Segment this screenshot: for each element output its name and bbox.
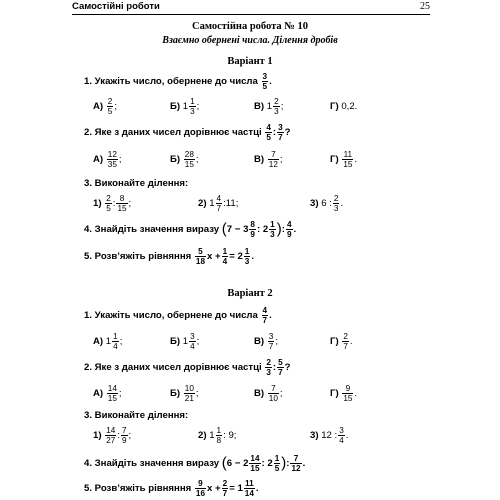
fraction	[222, 479, 229, 498]
fraction-denominator: 15	[117, 204, 127, 213]
fraction-numerator: 2	[222, 479, 228, 488]
fraction-numerator: 9	[342, 384, 353, 394]
text-part: 6 − 2	[226, 458, 249, 470]
fraction	[273, 97, 280, 116]
fraction	[274, 454, 281, 473]
fraction-numerator: 2	[106, 194, 111, 203]
fraction	[342, 332, 349, 351]
fraction	[105, 426, 116, 445]
fraction-numerator: 5	[195, 247, 206, 257]
fraction	[265, 123, 272, 142]
fraction	[249, 454, 260, 473]
text-part: .	[251, 251, 255, 263]
v1-q2-option-a	[93, 150, 122, 169]
text-part: 1	[105, 336, 112, 348]
v1-q3-item-2	[198, 194, 238, 213]
fraction-numerator: 3	[262, 72, 268, 81]
v2-q1-option-a	[93, 332, 122, 351]
text-part: ;	[195, 388, 199, 400]
text-part: (	[221, 454, 227, 472]
text-part: 2)	[198, 198, 207, 210]
text-part: Б)	[170, 101, 181, 113]
text-part: .	[345, 430, 349, 442]
text-part: ;	[196, 101, 200, 113]
text-part: :11;	[223, 198, 239, 210]
fraction	[116, 194, 127, 213]
v2-q3-item-3	[310, 426, 348, 445]
v2-question-3: 3. Виконайте ділення:	[84, 410, 189, 421]
fraction-numerator: 12	[107, 150, 117, 159]
fraction	[216, 426, 223, 445]
text-part: ;	[280, 101, 284, 113]
v2-q3-item-1	[93, 426, 131, 445]
text-part: А)	[93, 336, 104, 348]
fraction-denominator: 4	[190, 342, 195, 351]
fraction	[222, 247, 229, 266]
fraction-denominator: 35	[107, 160, 117, 169]
v1-q1-option-a	[93, 97, 117, 116]
text-part: .	[354, 154, 358, 166]
text-part: ;	[275, 336, 279, 348]
fraction	[195, 479, 206, 498]
work-title: Самостійна робота № 10	[192, 21, 308, 32]
fraction-denominator: 8	[216, 436, 222, 445]
text-part: ;	[128, 198, 132, 210]
fraction-numerator: 5	[278, 358, 283, 367]
text-part: : 2	[261, 458, 273, 470]
fraction-denominator: 7	[222, 489, 228, 498]
v2-question-5	[84, 479, 259, 498]
v1-question-5	[84, 247, 254, 266]
fraction	[244, 479, 255, 498]
text-part: 1	[266, 101, 273, 113]
fraction-numerator: 4	[266, 123, 271, 132]
text-part: Г)	[330, 388, 339, 400]
fraction-denominator: 16	[195, 489, 206, 498]
fraction-numerator: 14	[106, 426, 116, 435]
fraction-denominator: 9	[286, 230, 292, 239]
fraction-numerator: 4	[216, 194, 222, 203]
fraction-numerator: 1	[216, 426, 222, 435]
fraction-numerator: 1	[274, 454, 280, 463]
v2-q2-option-b	[170, 384, 199, 403]
fraction-denominator: 3	[244, 257, 250, 266]
fraction	[195, 247, 206, 266]
fraction	[290, 454, 301, 473]
text-part: 2. Яке з даних чисел дорівнює частці	[84, 362, 262, 374]
fraction	[107, 150, 118, 169]
text-part: 5. Розв’яжіть рівняння	[84, 251, 192, 263]
fraction	[189, 97, 196, 116]
fraction	[189, 332, 196, 351]
fraction	[112, 332, 119, 351]
fraction-denominator: 4	[113, 342, 118, 351]
fraction	[268, 384, 279, 403]
text-part: В)	[254, 154, 265, 166]
fraction	[342, 384, 353, 403]
fraction	[121, 426, 128, 445]
text-part: ;	[128, 430, 132, 442]
fraction	[262, 306, 269, 325]
text-part: 4. Знайдіть значення виразу	[84, 224, 220, 236]
text-part: А)	[93, 101, 104, 113]
text-part: (	[221, 220, 227, 238]
text-part: .	[255, 483, 259, 495]
fraction-denominator: 9	[250, 230, 255, 239]
fraction	[277, 123, 284, 142]
fraction-numerator: 7	[268, 384, 279, 394]
fraction	[342, 150, 353, 169]
text-part: ?	[284, 362, 291, 374]
fraction-numerator: 8	[116, 194, 127, 204]
v2-q2-option-g	[330, 384, 357, 403]
fraction-denominator: 15	[250, 464, 260, 473]
fraction-denominator: 5	[107, 107, 113, 116]
fraction	[249, 220, 256, 239]
text-part: 7 − 3	[226, 224, 249, 236]
v2-question-4	[84, 454, 305, 473]
text-part: ;	[279, 154, 283, 166]
fraction-denominator: 3	[270, 230, 275, 239]
fraction-numerator: 11	[343, 150, 353, 159]
text-part: В)	[254, 101, 265, 113]
v1-q1-option-g	[330, 101, 357, 112]
text-part: ;	[279, 388, 283, 400]
text-part: ;	[118, 154, 122, 166]
fraction	[265, 358, 272, 377]
text-part: 0,2.	[341, 101, 358, 112]
text-part: 5. Розв’яжіть рівняння	[84, 483, 192, 495]
v2-q1-option-b	[170, 332, 199, 351]
fraction-denominator: 7	[268, 342, 274, 351]
fraction-numerator: 2	[333, 194, 339, 203]
v2-q2-option-c	[254, 384, 283, 403]
fraction-denominator: 4	[222, 257, 228, 266]
text-part: )	[281, 454, 287, 472]
fraction-numerator: 3	[278, 123, 283, 132]
fraction-denominator: 15	[184, 160, 194, 169]
fraction-numerator: 1	[113, 332, 118, 341]
v1-q2-option-b	[170, 150, 199, 169]
v1-q3-item-3	[310, 194, 343, 213]
fraction-denominator: 7	[216, 204, 222, 213]
fraction	[286, 220, 293, 239]
fraction-denominator: 4	[339, 436, 344, 445]
fraction	[262, 72, 269, 91]
text-part: 6 :	[321, 198, 332, 210]
fraction-numerator: 1	[270, 220, 275, 229]
fraction-numerator: 2	[343, 332, 348, 341]
variant-2-label: Варіант 2	[227, 288, 273, 299]
text-part: .	[269, 310, 272, 322]
text-part: : 9;	[223, 430, 237, 442]
page-number: 25	[420, 1, 430, 12]
fraction-numerator: 9	[195, 479, 206, 489]
section-title: Самостійні роботи	[72, 1, 160, 12]
fraction-denominator: 12	[291, 464, 301, 473]
fraction	[268, 150, 279, 169]
text-part: :	[286, 458, 290, 470]
text-part: ?	[284, 127, 291, 139]
fraction-denominator: 15	[107, 394, 117, 403]
text-part: :	[112, 198, 116, 210]
text-part: Г)	[330, 336, 339, 348]
text-part: В)	[254, 336, 265, 348]
text-part: 2. Яке з даних чисел дорівнює частці	[84, 127, 262, 139]
text-part: 1	[182, 336, 189, 348]
text-part: .	[293, 224, 297, 236]
fraction-denominator: 21	[184, 394, 194, 403]
text-part: 1)	[93, 198, 102, 210]
text-part: ;	[196, 336, 200, 348]
text-part: : 2	[256, 224, 269, 236]
text-part: ;	[118, 388, 122, 400]
v1-question-2	[84, 123, 291, 142]
fraction-numerator: 2	[107, 97, 113, 106]
fraction-numerator: 2	[274, 97, 279, 106]
text-part: 1	[209, 430, 215, 442]
text-part: 1. Укажіть число, обернене до числа	[84, 310, 258, 322]
text-part: = 1	[229, 483, 243, 495]
fraction	[277, 358, 284, 377]
text-part: .	[349, 336, 353, 348]
fraction-numerator: 4	[262, 306, 268, 315]
fraction-denominator: 3	[333, 204, 339, 213]
fraction-denominator: 12	[268, 160, 278, 169]
text-part: 4. Знайдіть значення виразу	[84, 458, 220, 470]
fraction-denominator: 5	[106, 204, 111, 213]
v2-q1-option-c	[254, 332, 278, 351]
text-part: :	[272, 362, 277, 374]
fraction	[333, 194, 340, 213]
fraction-numerator: 28	[184, 150, 194, 159]
text-part: А)	[93, 154, 104, 166]
text-part: x +	[207, 251, 221, 263]
text-part: .	[269, 76, 272, 88]
text-part: ;	[119, 336, 123, 348]
fraction	[269, 220, 276, 239]
fraction-numerator: 1	[190, 97, 195, 106]
v1-q1-option-b	[170, 97, 199, 116]
fraction	[105, 194, 112, 213]
v1-question-3: 3. Виконайте ділення:	[84, 178, 189, 189]
v1-q3-item-1	[93, 194, 131, 213]
fraction	[338, 426, 345, 445]
v2-question-1	[84, 306, 272, 325]
fraction-denominator: 3	[274, 107, 279, 116]
v2-q1-option-g	[330, 332, 353, 351]
fraction-numerator: 14	[107, 384, 117, 393]
text-part: )	[276, 220, 282, 238]
fraction-denominator: 7	[278, 368, 283, 377]
text-part: ;	[195, 154, 199, 166]
fraction-numerator: 3	[268, 332, 274, 341]
text-part: Б)	[170, 388, 181, 400]
fraction	[107, 384, 118, 403]
fraction-denominator: 3	[190, 107, 195, 116]
text-part: 3)	[310, 198, 319, 210]
v2-question-2	[84, 358, 291, 377]
text-part: Б)	[170, 336, 181, 348]
fraction-denominator: 9	[121, 436, 127, 445]
fraction-numerator: 2	[266, 358, 271, 367]
text-part: ;	[114, 101, 118, 113]
text-part: 1. Укажіть число, обернене до числа	[84, 76, 258, 88]
fraction	[244, 247, 251, 266]
v1-q2-option-g	[330, 150, 357, 169]
fraction	[216, 194, 223, 213]
fraction-numerator: 10	[184, 384, 194, 393]
fraction-denominator: 5	[266, 133, 271, 142]
text-part: :	[281, 224, 285, 236]
fraction-denominator: 15	[343, 160, 353, 169]
fraction-denominator: 7	[343, 342, 348, 351]
text-part: 3)	[310, 430, 319, 442]
fraction-denominator: 27	[106, 436, 116, 445]
text-part: 1)	[93, 430, 102, 442]
fraction-numerator: 7	[121, 426, 127, 435]
fraction-numerator: 4	[286, 220, 292, 229]
text-part: .	[302, 458, 306, 470]
fraction-denominator: 5	[274, 464, 280, 473]
text-part: .	[340, 198, 344, 210]
v1-question-4	[84, 220, 296, 239]
fraction	[184, 150, 195, 169]
fraction-denominator: 3	[266, 368, 271, 377]
fraction-denominator: 15	[343, 394, 353, 403]
fraction-numerator: 3	[339, 426, 344, 435]
fraction-denominator: 14	[244, 489, 254, 498]
fraction-denominator: 7	[262, 316, 268, 325]
fraction-denominator: 5	[262, 82, 268, 91]
text-part: = 2	[229, 251, 243, 263]
text-part: 1	[209, 198, 215, 210]
fraction-denominator: 7	[278, 133, 283, 142]
fraction	[107, 97, 114, 116]
fraction-denominator: 10	[268, 394, 278, 403]
text-part: Г)	[330, 101, 339, 112]
fraction-numerator: 1	[244, 247, 250, 256]
text-part: :	[272, 127, 277, 139]
fraction	[184, 384, 195, 403]
work-subtitle: Взаємно обернені числа. Ділення дробів	[162, 35, 338, 46]
v1-q1-option-c	[254, 97, 283, 116]
fraction-numerator: 14	[250, 454, 260, 463]
fraction-numerator: 7	[268, 150, 279, 160]
v1-question-1	[84, 72, 272, 91]
variant-1-label: Варіант 1	[227, 56, 273, 67]
text-part: Б)	[170, 154, 181, 166]
v1-q2-option-c	[254, 150, 283, 169]
fraction-numerator: 8	[250, 220, 255, 229]
text-part: А)	[93, 388, 104, 400]
text-part: 12 :	[321, 430, 338, 442]
v2-q3-item-2	[198, 426, 236, 445]
text-part: :	[117, 430, 120, 442]
fraction	[268, 332, 275, 351]
fraction-numerator: 1	[222, 247, 228, 256]
running-header	[72, 1, 430, 15]
fraction-numerator: 11	[245, 479, 254, 488]
fraction-numerator: 7	[290, 454, 301, 464]
text-part: 1	[182, 101, 189, 113]
text-part: В)	[254, 388, 265, 400]
text-part: x +	[207, 483, 221, 495]
text-part: .	[354, 388, 358, 400]
fraction-denominator: 18	[195, 257, 206, 266]
fraction-numerator: 3	[190, 332, 195, 341]
text-part: 2)	[198, 430, 207, 442]
v2-q2-option-a	[93, 384, 122, 403]
text-part: Г)	[330, 154, 339, 166]
